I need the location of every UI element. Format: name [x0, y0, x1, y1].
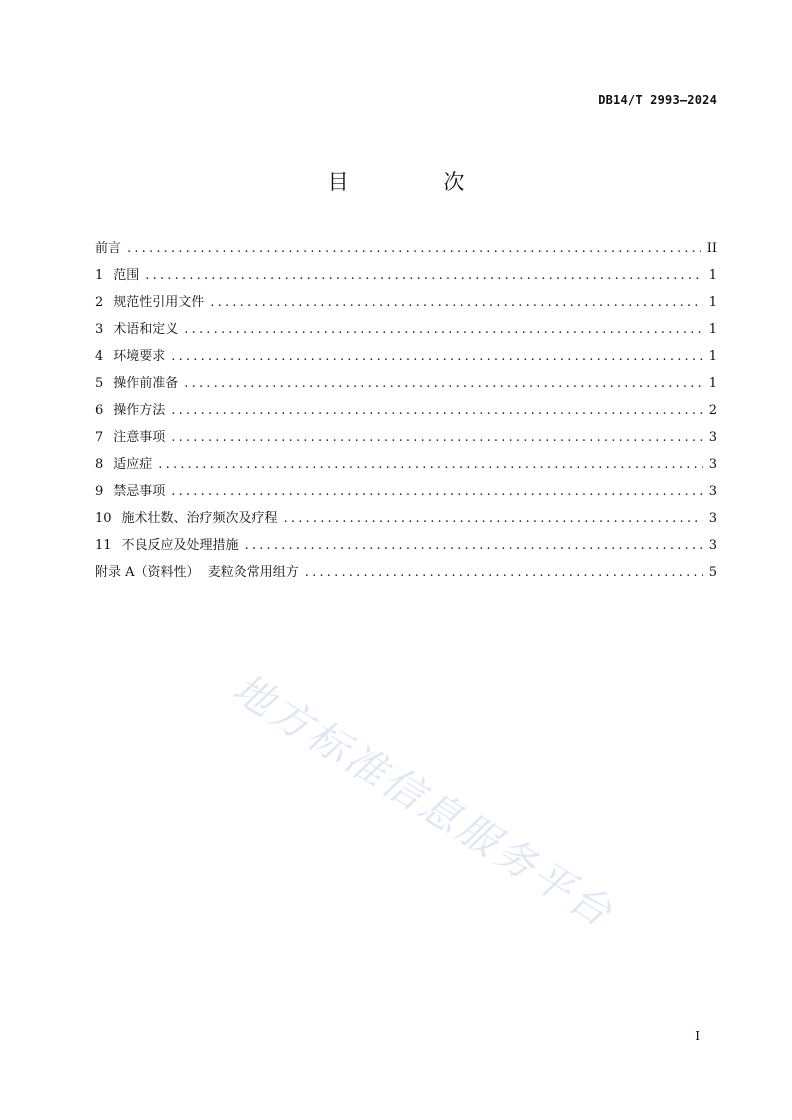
- toc-entry-number: 8: [95, 457, 104, 472]
- toc-entry-page: 3: [708, 457, 717, 472]
- toc-leader-dots: [210, 289, 702, 316]
- toc-leader-dots: [145, 262, 702, 289]
- toc-entry-label: 术语和定义: [113, 322, 179, 337]
- toc-entry-number: 9: [95, 484, 104, 499]
- toc-leader-dots: [127, 235, 701, 262]
- toc-entry-7[interactable]: [95, 424, 717, 451]
- toc-entry-5[interactable]: [95, 370, 717, 397]
- toc-entry-label: 适应症: [113, 457, 153, 472]
- toc-entry-4[interactable]: [95, 343, 717, 370]
- toc-entry-label: 前言: [95, 241, 122, 256]
- toc-entry-page: 1: [708, 268, 717, 283]
- toc-entry-page: 1: [708, 376, 717, 391]
- toc-entry-number: 1: [95, 268, 104, 283]
- toc-entry-number: 5: [95, 376, 104, 391]
- toc-entry-6[interactable]: [95, 397, 717, 424]
- toc-leader-dots: [171, 478, 702, 505]
- toc-entry-number: 4: [95, 349, 104, 364]
- toc-leader-dots: [158, 451, 702, 478]
- toc-entry-label: 规范性引用文件: [113, 295, 205, 310]
- toc-entry-preface[interactable]: [95, 235, 717, 262]
- toc-entry-3[interactable]: [95, 316, 717, 343]
- toc-entry-2[interactable]: [95, 289, 717, 316]
- toc-entry-page: 2: [708, 403, 717, 418]
- toc-entry-page: 3: [708, 430, 717, 445]
- toc-entry-number: 11: [95, 538, 112, 553]
- toc-entry-number: 2: [95, 295, 104, 310]
- toc-entry-8[interactable]: [95, 451, 717, 478]
- toc-entry-label: 禁忌事项: [113, 484, 166, 499]
- toc-entry-label: 不良反应及处理措施: [121, 538, 239, 553]
- toc-entry-9[interactable]: [95, 478, 717, 505]
- toc-entry-page: 3: [708, 511, 717, 526]
- toc-leader-dots: [245, 532, 703, 559]
- document-code: DB14/T 2993—2024: [598, 93, 717, 107]
- page-title: 目 次: [327, 170, 509, 194]
- toc-entry-label: 注意事项: [113, 430, 166, 445]
- toc-entry-1[interactable]: [95, 262, 717, 289]
- toc-entry-label: 范围: [113, 268, 140, 283]
- page-number: I: [695, 1029, 700, 1043]
- toc-leader-dots: [305, 559, 703, 586]
- table-of-contents: [95, 235, 717, 586]
- toc-entry-number: 6: [95, 403, 104, 418]
- toc-entry-label: 操作方法: [113, 403, 166, 418]
- toc-entry-number: 7: [95, 430, 104, 445]
- toc-entry-page: 1: [708, 295, 717, 310]
- toc-entry-page: II: [706, 241, 717, 256]
- toc-leader-dots: [171, 424, 702, 451]
- toc-entry-label: 附录 A（资料性） 麦粒灸常用组方: [95, 565, 299, 580]
- toc-entry-page: 5: [708, 565, 717, 580]
- toc-leader-dots: [184, 316, 702, 343]
- watermark-text: 地方标准信息服务平台: [224, 665, 622, 938]
- toc-entry-number: 10: [95, 511, 112, 526]
- toc-entry-label: 环境要求: [113, 349, 166, 364]
- toc-leader-dots: [171, 397, 702, 424]
- toc-entry-label: 操作前准备: [113, 376, 179, 391]
- toc-entry-label: 施术壮数、治疗频次及疗程: [121, 511, 278, 526]
- toc-entry-11[interactable]: [95, 532, 717, 559]
- toc-leader-dots: [284, 505, 703, 532]
- toc-entry-page: 1: [708, 349, 717, 364]
- toc-entry-appendix-a[interactable]: [95, 559, 717, 586]
- toc-leader-dots: [184, 370, 702, 397]
- toc-entry-10[interactable]: [95, 505, 717, 532]
- toc-entry-page: 3: [708, 538, 717, 553]
- toc-entry-number: 3: [95, 322, 104, 337]
- toc-entry-page: 1: [708, 322, 717, 337]
- toc-entry-page: 3: [708, 484, 717, 499]
- toc-leader-dots: [171, 343, 702, 370]
